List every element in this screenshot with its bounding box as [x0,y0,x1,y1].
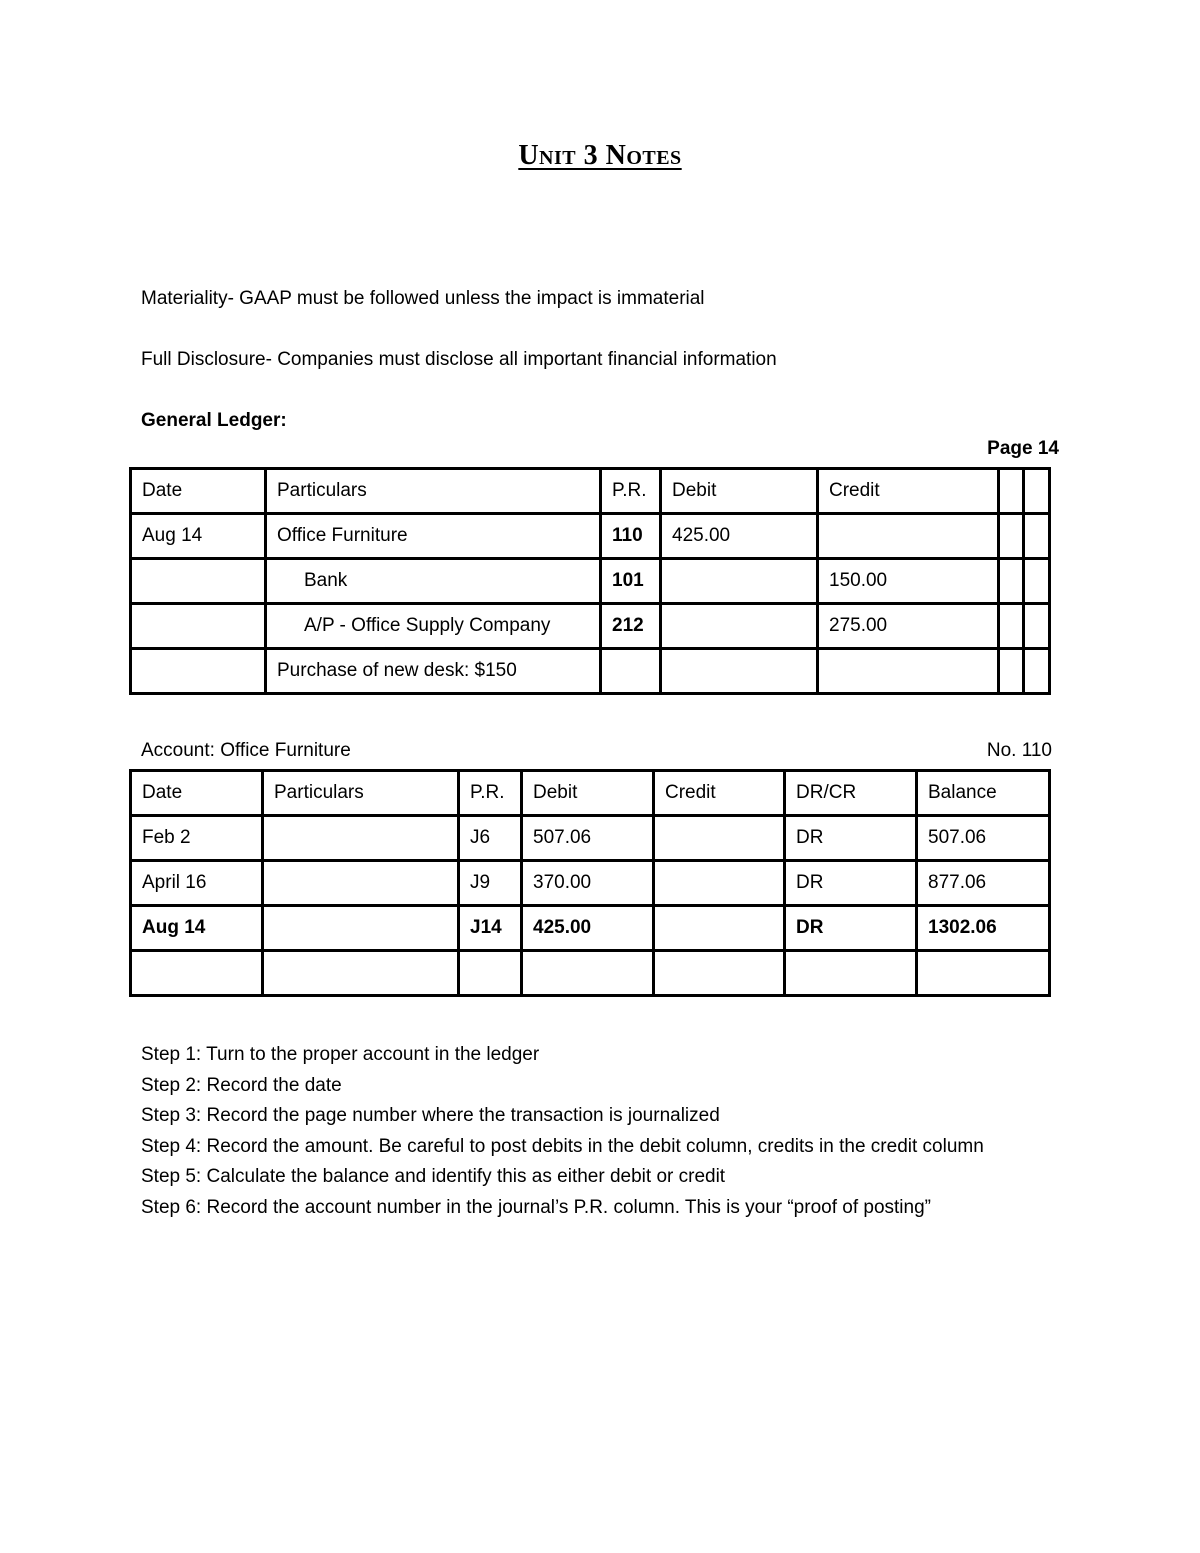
ledger-particulars [263,906,459,951]
step-item: Step 2: Record the date [141,1074,342,1096]
journal-row [131,559,1050,604]
journal-extra-cell [1024,469,1050,514]
ledger-particulars [263,951,459,996]
ledger-date: Aug 14 [131,906,263,951]
journal-extra-cell [999,559,1024,604]
ledger-date: Feb 2 [131,816,263,861]
journal-pr: 212 [601,604,661,649]
journal-date [131,559,266,604]
journal-row [131,604,1050,649]
ledger-pr [459,951,522,996]
ledger-header-particulars: Particulars [263,771,459,816]
journal-row [131,514,1050,559]
ledger-debit: 370.00 [522,861,654,906]
ledger-drcr [785,951,917,996]
journal-header-row [131,469,1050,514]
ledger-account-label: Account: Office Furniture [141,740,351,761]
journal-credit: 275.00 [818,604,999,649]
journal-extra-cell [999,469,1024,514]
step-item: Step 4: Record the amount. Be careful to post debits in the debit column, credits in the credit column [141,1135,984,1157]
journal-credit: 150.00 [818,559,999,604]
ledger-credit [654,906,785,951]
journal-header-date: Date [131,469,266,514]
ledger-pr: J9 [459,861,522,906]
journal-pr [601,649,661,694]
journal-extra-cell [1024,559,1050,604]
ledger-credit [654,816,785,861]
materiality-note: Materiality- GAAP must be followed unless the impact is immaterial [141,288,705,309]
ledger-credit [654,951,785,996]
ledger-pr: J6 [459,816,522,861]
step-item: Step 1: Turn to the proper account in the ledger [141,1044,540,1065]
journal-debit [661,559,818,604]
ledger-row [131,951,1050,996]
ledger-balance [917,951,1050,996]
ledger-row [131,816,1050,861]
journal-debit [661,649,818,694]
step-item: Step 3: Record the page number where the transaction is journalized [141,1105,720,1126]
step-item: Step 6: Record the account number in the journal’s P.R. column. This is your “proof of posting” [141,1196,931,1218]
journal-extra-cell [999,514,1024,559]
journal-debit [661,604,818,649]
ledger-particulars [263,861,459,906]
ledger-drcr: DR [785,906,917,951]
journal-extra-cell [999,649,1024,694]
journal-header-credit: Credit [818,469,999,514]
ledger-debit: 507.06 [522,816,654,861]
ledger-credit [654,861,785,906]
ledger-drcr: DR [785,861,917,906]
journal-credit [818,649,999,694]
journal-particulars: Office Furniture [266,514,601,559]
general-ledger-heading: General Ledger: [141,410,287,431]
page-title: Unit 3 Notes [518,140,682,171]
journal-date [131,604,266,649]
ledger-date: April 16 [131,861,263,906]
ledger-header-debit: Debit [522,771,654,816]
ledger-particulars [263,816,459,861]
journal-extra-cell [1024,649,1050,694]
journal-header-debit: Debit [661,469,818,514]
ledger-row-current [131,906,1050,951]
journal-particulars: A/P - Office Supply Company [266,604,601,649]
journal-credit [818,514,999,559]
ledger-header-pr: P.R. [459,771,522,816]
journal-date: Aug 14 [131,514,266,559]
ledger-debit [522,951,654,996]
journal-extra-cell [999,604,1024,649]
journal-debit: 425.00 [661,514,818,559]
full-disclosure-note: Full Disclosure- Companies must disclose all important financial information [141,349,777,370]
ledger-date [131,951,263,996]
ledger-balance: 507.06 [917,816,1050,861]
journal-date [131,649,266,694]
ledger-header-row [131,771,1050,816]
ledger-header-date: Date [131,771,263,816]
ledger-header-drcr: DR/CR [785,771,917,816]
general-journal-table [129,467,1051,695]
journal-particulars: Bank [266,559,601,604]
journal-header-pr: P.R. [601,469,661,514]
ledger-drcr: DR [785,816,917,861]
journal-header-particulars: Particulars [266,469,601,514]
step-item: Step 5: Calculate the balance and identify this as either debit or credit [141,1166,726,1187]
journal-row [131,649,1050,694]
ledger-pr: J14 [459,906,522,951]
journal-pr: 101 [601,559,661,604]
ledger-balance: 877.06 [917,861,1050,906]
ledger-header-balance: Balance [917,771,1050,816]
journal-extra-cell [1024,514,1050,559]
ledger-account-number: No. 110 [986,740,1052,761]
journal-page-label: Page 14 [987,438,1059,459]
journal-extra-cell [1024,604,1050,649]
posting-steps-list [141,1040,1041,1223]
ledger-debit: 425.00 [522,906,654,951]
ledger-row [131,861,1050,906]
ledger-balance: 1302.06 [917,906,1050,951]
journal-pr: 110 [601,514,661,559]
ledger-account-table [129,769,1051,997]
journal-particulars: Purchase of new desk: $150 [266,649,601,694]
ledger-header-credit: Credit [654,771,785,816]
